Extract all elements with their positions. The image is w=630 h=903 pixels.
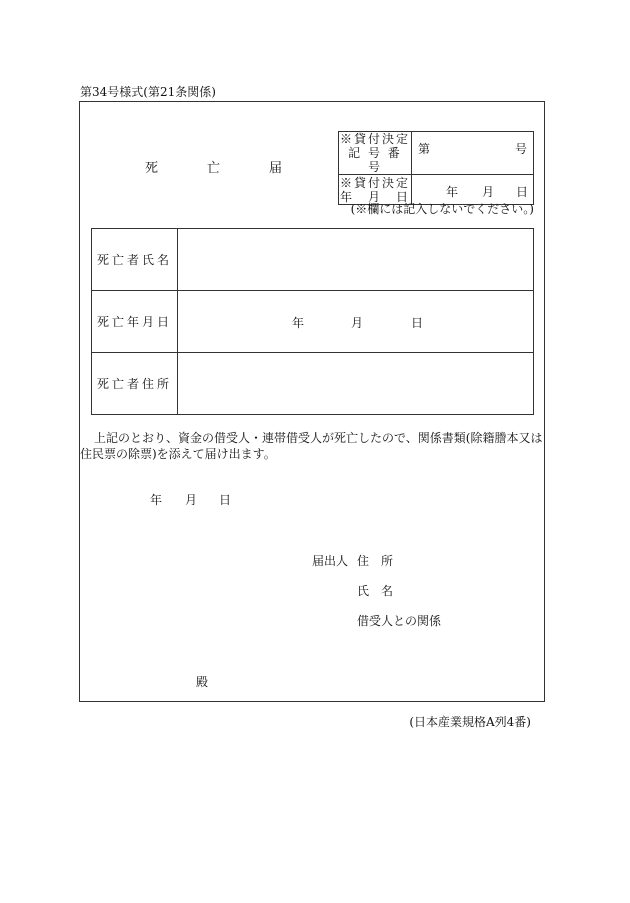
- applicant-relation-label: 借受人との関係: [357, 614, 442, 628]
- form-title: [145, 157, 331, 176]
- addressee-suffix: 殿: [196, 675, 209, 689]
- title-char-2: 亡: [207, 161, 221, 176]
- loan-number-label-line1: ※貸付決定: [339, 132, 410, 146]
- deceased-name-label: 死亡者氏名: [92, 229, 178, 291]
- form-id: 第34号様式(第21条関係): [80, 85, 216, 99]
- death-date-month: 月: [351, 316, 364, 330]
- death-date-field[interactable]: [178, 291, 534, 353]
- loan-date-month: 月: [482, 185, 495, 199]
- loan-number-field[interactable]: [412, 132, 534, 175]
- declaration-text: [80, 430, 550, 462]
- declaration-line-2: 住民票の除票)を添えて届け出ます。: [80, 447, 276, 461]
- loan-date-day: 日: [516, 185, 529, 199]
- submission-date-month: 月: [185, 493, 198, 507]
- title-char-3: 届: [269, 161, 283, 176]
- loan-number-label-line2: 記 号 番 号: [348, 146, 402, 174]
- loan-number-suffix: 号: [514, 142, 527, 156]
- loan-number-prefix: 第: [418, 142, 431, 156]
- loan-number-label: [339, 132, 412, 175]
- deceased-address-label: 死亡者住所: [92, 353, 178, 415]
- declaration-line-1: 上記のとおり、資金の借受人・連帯借受人が死亡したので、関係書類(除籍謄本又は: [94, 431, 543, 445]
- death-date-day: 日: [411, 316, 424, 330]
- table-row: [92, 353, 534, 415]
- title-char-1: 死: [145, 161, 159, 176]
- deceased-address-field[interactable]: [178, 353, 534, 415]
- submission-date-day: 日: [219, 493, 232, 507]
- deceased-name-field[interactable]: [178, 229, 534, 291]
- applicant-name-label: 氏 名: [357, 584, 394, 598]
- table-row: [92, 229, 534, 291]
- loan-decision-table: [338, 131, 534, 205]
- instruction-note: (※欄には記入しないでください。): [350, 202, 534, 216]
- deceased-info-table: [91, 228, 534, 415]
- applicant-label: 届出人: [312, 554, 349, 568]
- death-date-year: 年: [292, 316, 305, 330]
- loan-date-label-line2: 年 月 日: [339, 189, 410, 204]
- footer-paper-size: (日本産業規格A列4番): [409, 715, 531, 729]
- submission-date-year: 年: [150, 493, 163, 507]
- loan-date-label-line1: ※貸付決定: [339, 175, 410, 190]
- loan-date-year: 年: [446, 185, 459, 199]
- applicant-address-label: 住 所: [357, 554, 394, 568]
- table-row: [92, 291, 534, 353]
- death-date-label: 死亡年月日: [92, 291, 178, 353]
